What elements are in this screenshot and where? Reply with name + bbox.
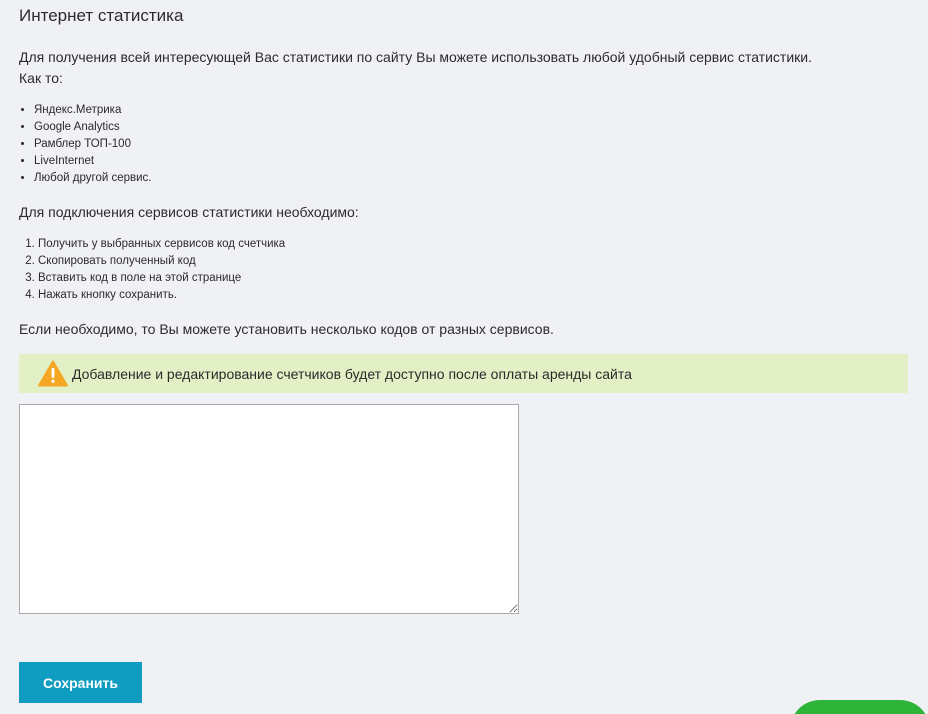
- connect-heading: Для подключения сервисов статистики необходимо:: [19, 204, 359, 220]
- step-item: 3. Вставить код в поле на этой странице: [38, 270, 285, 287]
- page-title: Интернет статистика: [19, 6, 184, 25]
- list-item: • LiveInternet: [34, 153, 151, 170]
- step-item: 2. Скопировать полученный код: [38, 253, 285, 270]
- warning-text: Добавление и редактирование счетчиков будет доступно после оплаты аренды сайта: [72, 365, 632, 382]
- warning-triangle-icon: [38, 360, 68, 388]
- intro-line-1: Для получения всей интересующей Вас статистики по сайту Вы можете использовать любой удобный сервис статистики.: [19, 49, 812, 65]
- list-item: • Любой другой сервис.: [34, 170, 151, 187]
- save-button[interactable]: Сохранить: [19, 662, 142, 703]
- list-item: • Google Analytics: [34, 119, 151, 136]
- intro-text: [19, 47, 909, 89]
- step-item: 1. Получить у выбранных сервисов код счетчика: [38, 236, 285, 253]
- list-item: • Рамблер ТОП-100: [34, 136, 151, 153]
- step-item: 4. Нажать кнопку сохранить.: [38, 287, 285, 304]
- counter-code-field[interactable]: [19, 404, 519, 614]
- warning-banner: [19, 354, 908, 393]
- floating-widget-button[interactable]: [790, 700, 928, 714]
- multiple-codes-note: Если необходимо, то Вы можете установить несколько кодов от разных сервисов.: [19, 321, 554, 337]
- list-item: • Яндекс.Метрика: [34, 102, 151, 119]
- services-list: [19, 102, 151, 187]
- intro-line-2: Как то:: [19, 70, 63, 86]
- steps-list: [19, 236, 285, 304]
